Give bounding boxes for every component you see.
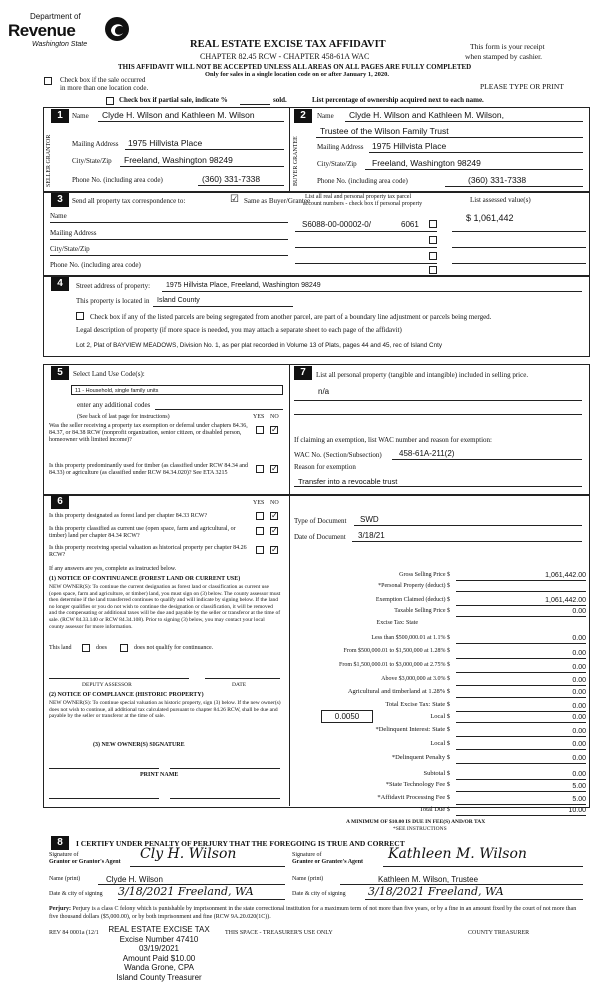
tier2-value[interactable]: 0.00 <box>572 650 586 657</box>
personal-line-1 <box>294 400 582 401</box>
section-5-number: 5 <box>51 366 69 380</box>
stamp-line1: REAL ESTATE EXCISE TAX <box>108 925 210 934</box>
tier1-line <box>456 643 586 644</box>
personal-property-checkbox-3[interactable] <box>429 252 437 260</box>
delinq-penalty-label: *Delinquent Penalty $ <box>391 754 450 761</box>
buyer-phone-line <box>445 186 583 187</box>
dept-line3: Washington State <box>32 41 88 48</box>
personal-line-2 <box>294 414 582 415</box>
buyer-city-line <box>365 169 583 170</box>
ownership-note: List percentage of ownership acquired next to each name. <box>312 96 484 104</box>
tier1-label: Less than $500,000.01 at 1.1% $ <box>371 635 450 641</box>
parcel-number[interactable]: S6088-00-00002-0/ <box>302 220 371 229</box>
tier1-value[interactable]: 0.00 <box>572 635 586 642</box>
personal-property-checkbox-2[interactable] <box>429 236 437 244</box>
segregated-label: Check box if any of the listed parcels are being segregated from another parcel, are part of a boundary line adjustment or parcels being merged. <box>90 313 492 321</box>
no-header-6: NO <box>270 500 279 506</box>
gross-value[interactable]: 1,061,442.00 <box>545 572 586 579</box>
wac-line <box>392 459 582 460</box>
parcel-header1: List all real and personal property tax parcel <box>305 194 412 200</box>
seller-name-label: Name <box>72 112 89 120</box>
tier3-line <box>456 672 586 673</box>
yes-header-5: YES <box>253 414 265 420</box>
send-correspondence-label: Send all property tax correspondence to: <box>72 197 186 205</box>
grantee-sig-label1: Signature of <box>292 852 322 858</box>
tier3-value[interactable]: 0.00 <box>572 664 586 671</box>
partial-sale-percent-field[interactable] <box>240 104 270 105</box>
agri-label: Agricultural and timberland at 1.28% $ <box>347 688 450 695</box>
seller-name-line <box>98 121 284 122</box>
seller-phone-line <box>198 185 284 186</box>
stamp-line2: Excise Number 47410 <box>119 934 199 944</box>
delinq-local-line <box>456 749 586 750</box>
new-owner-sig-label: (3) NEW OWNER(S) SIGNATURE <box>93 742 185 748</box>
corr-mailing-label: Mailing Address <box>50 229 97 237</box>
grantor-sig-line <box>130 866 285 867</box>
corr-city-label: City/State/Zip <box>50 245 90 253</box>
multi-location-checkbox[interactable] <box>44 77 52 85</box>
affidavit-fee-label: *Affidavit Processing Fee $ <box>377 794 450 801</box>
see-instructions-note: *SEE INSTRUCTIONS <box>393 826 447 832</box>
land-does-checkbox[interactable] <box>82 644 90 652</box>
seller-phone[interactable]: (360) 331-7338 <box>202 174 261 184</box>
dor-swirl-icon <box>104 16 130 42</box>
new-owner-sig-line-2[interactable] <box>170 768 280 769</box>
sec57-mid-divider <box>289 364 290 494</box>
receipt-note2: when stamped by cashier. <box>465 52 543 61</box>
certify-statement: I CERTIFY UNDER PENALTY OF PERJURY THAT THE FOREGOING IS TRUE AND CORRECT <box>76 839 405 848</box>
grantee-sig-line <box>383 866 583 867</box>
treasurer-space-label: THIS SPACE - TREASURER'S USE ONLY <box>225 930 333 936</box>
sec6-question-3: Is this property receiving special valuation as historical property per chapter 84.26 RCW? <box>49 545 247 558</box>
section-7-number: 7 <box>294 366 312 380</box>
sec12-mid-divider <box>289 107 290 191</box>
perjury-text: Perjury is a class C felony which is punishable by imprisonment in the state correctional institution for a maximum term of not more than five years, or by a fine in an amount fixed by the court of not more than five thousand dollars ($5,000.00), or by both imprisonment and fine (RCW 9A.20.020(1C)). <box>49 906 577 920</box>
personal-property-label: List all personal property (tangible and intangible) included in selling price. <box>316 371 529 379</box>
tier3-label: From $1,500,000.01 to $3,000,000 at 2.75% $ <box>339 662 450 668</box>
seller-city-line <box>120 166 284 167</box>
grantor-date-line <box>118 899 285 900</box>
parcel-line-1 <box>295 231 437 232</box>
section-4-number: 4 <box>51 277 69 291</box>
seller-mailing-line <box>125 149 284 150</box>
delinq-state-value[interactable]: 0.00 <box>572 728 586 735</box>
located-label: This property is located in <box>76 297 150 305</box>
street-line <box>162 291 582 292</box>
buyer-mailing[interactable]: 1975 Hillvista Place <box>372 141 447 151</box>
section-2-number: 2 <box>294 109 312 123</box>
local-rate-box[interactable]: 0.0050 <box>321 710 373 723</box>
no-header-5: NO <box>270 414 279 420</box>
grantee-sig-label2: Grantee or Grantee's Agent <box>292 859 364 865</box>
sec5-q1-no[interactable]: ✓ <box>271 425 278 434</box>
doc-date-line <box>352 541 582 542</box>
seller-mailing[interactable]: 1975 Hillvista Place <box>128 138 203 148</box>
yes-header-6: YES <box>253 500 265 506</box>
sec6-q1-no[interactable]: ✓ <box>271 511 278 520</box>
legal-value[interactable]: Lot 2, Plat of BAYVIEW MEADOWS, Division No. 1, as per plat recorded in Volume 13 of Plats, pages 44 and 45, rec of Island Cnty <box>76 342 442 349</box>
partial-sale-checkbox[interactable] <box>106 97 114 105</box>
sec6-q2-no[interactable]: ✓ <box>271 526 278 535</box>
form-title: REAL ESTATE EXCISE TAX AFFIDAVIT <box>190 39 386 50</box>
subtotal-label: Subtotal $ <box>423 770 450 777</box>
minimum-note: A MINIMUM OF $10.00 IS DUE IN FEE(S) AND/OR TAX <box>346 819 486 825</box>
grantor-signature[interactable]: Cly H. Wilson <box>140 846 237 862</box>
deputy-assessor-label: DEPUTY ASSESSOR <box>82 682 132 688</box>
notice1-title: (1) NOTICE OF CONTINUANCE (FOREST LAND OR CURRENT USE) <box>49 576 241 582</box>
corr-city-field[interactable] <box>50 255 288 256</box>
section-1-number: 1 <box>51 109 69 123</box>
doc-date-label: Date of Document <box>294 533 346 541</box>
wac-value[interactable]: 458-61A-211(2) <box>399 449 455 458</box>
notice1-body: NEW OWNER(S): To continue the current designation as forest land or classification as current use (open space, farm and agriculture, or timber) land, you must sign on (3) below. The county assessor must then determine if the land transferred continues to qualify and will indicate by signing below. If the land no longer qualifies or you do not wish to continue the designation or classification, it will be removed and the compensating or additional taxes will be due and payable by the seller or transferor at the time of sale. (RCW 84.33.140 or RCW 84.34.108). Prior to signing (3) below, you may contact your local county assessor for more information. <box>49 584 281 630</box>
perjury-label: Perjury: <box>49 906 71 912</box>
does-not-label: does not qualify for continuance. <box>134 645 214 651</box>
buyer-name2-line <box>316 137 583 138</box>
county-treasurer-label: COUNTY TREASURER <box>468 930 530 936</box>
grantor-sig-label2: Grantor or Grantor's Agent <box>49 859 121 865</box>
assessor-date-label: DATE <box>232 682 247 688</box>
grantor-date-city[interactable]: 3/18/2021 Freeland, WA <box>118 885 254 898</box>
street-value[interactable]: 1975 Hillvista Place, Freeland, Washington 98249 <box>166 282 321 289</box>
please-type: PLEASE TYPE OR PRINT <box>480 82 564 91</box>
exemption-deduct-value[interactable]: 1,061,442.00 <box>545 597 586 604</box>
buyer-mailing-line <box>369 152 583 153</box>
exemption-label: If claiming an exemption, list WAC number and reason for exemption: <box>294 436 492 444</box>
notice2-body: NEW OWNER(S): To continue special valuation as historic property, sign (3) below. If the new owner(s) does not wish to continue, all additional tax calculated pursuant to chapter 84.26 RCW, shall be due and payable by the seller or transferor at the time of sale. <box>49 700 281 720</box>
taxable-label: Taxable Selling Price $ <box>394 608 450 614</box>
reason-label: Reason for exemption <box>294 463 356 471</box>
multi-location-label2: in more than one location code. <box>60 84 149 92</box>
gross-label: Gross Selling Price $ <box>399 572 450 578</box>
grantee-name[interactable]: Kathleen M. Wilson, Trustee <box>378 875 479 884</box>
treasurer-stamp <box>104 925 214 982</box>
dor-logo <box>8 10 138 52</box>
local-value[interactable]: 0.00 <box>572 714 586 721</box>
sec5-question-2: Is this property predominantly used for timber (as classified under RCW 84.34 and 84.33) or agriculture (as classified under RCW 84.34.020)? See ETA 3215 <box>49 463 249 476</box>
delinq-state-label: *Delinquent Interest: State $ <box>375 726 450 733</box>
seller-name[interactable]: Clyde H. Wilson and Kathleen M. Wilson <box>102 110 255 120</box>
doc-date-value[interactable]: 3/18/21 <box>358 531 385 540</box>
receipt-note1: This form is your receipt <box>470 42 545 51</box>
taxable-line <box>456 616 586 617</box>
seller-city[interactable]: Freeland, Washington 98249 <box>124 155 233 165</box>
buyer-name2[interactable]: Trustee of the Wilson Family Trust <box>320 126 449 136</box>
legal-label: Legal description of property (if more space is needed, you may attach a separate sheet to each page of the affidavit) <box>76 326 402 334</box>
assessor-date-line[interactable] <box>205 678 280 679</box>
seller-phone-label: Phone No. (including area code) <box>72 176 163 184</box>
assessed-value[interactable]: $ 1,061,442 <box>466 213 514 223</box>
total-due-line <box>456 815 586 816</box>
new-owner-sig-line-1[interactable] <box>49 768 159 769</box>
total-state-value[interactable]: 0.00 <box>572 703 586 710</box>
partial-sale-label: Check box if partial sale, indicate % <box>119 96 228 104</box>
additional-codes-field[interactable] <box>155 409 283 410</box>
buyer-city[interactable]: Freeland, Washington 98249 <box>372 158 481 168</box>
sec5-q2-yes[interactable] <box>256 465 264 473</box>
stamp-line5: Wanda Grone, CPA <box>124 963 194 972</box>
tech-fee-label: *State Technology Fee $ <box>385 781 450 788</box>
affidavit-fee-line <box>456 804 586 805</box>
grantee-signature[interactable]: Kathleen M. Wilson <box>388 846 527 862</box>
print-name-line-1[interactable] <box>49 798 159 799</box>
form-number: REV 84 0001a (12/1 <box>49 930 99 936</box>
seller-mailing-label: Mailing Address <box>72 140 119 148</box>
assessed-line-3 <box>452 263 586 264</box>
street-label: Street address of property: <box>76 282 151 290</box>
agri-value[interactable]: 0.00 <box>572 689 586 696</box>
assessed-header: List assessed value(s) <box>470 196 531 204</box>
tier2-line <box>456 658 586 659</box>
tech-fee-value[interactable]: 5.00 <box>572 783 586 790</box>
delinq-local-value[interactable]: 0.00 <box>572 741 586 748</box>
exemption-deduct-line <box>456 605 586 606</box>
stamp-line6: Island County Treasurer <box>116 972 202 982</box>
subtotal-line <box>456 779 586 780</box>
perjury-notice <box>49 906 585 921</box>
tier4-value[interactable]: 0.00 <box>572 677 586 684</box>
delinq-penalty-line <box>456 763 586 764</box>
personal-deduct-line <box>456 591 586 592</box>
sec5-q1-yes[interactable] <box>256 426 264 434</box>
sec6-q1-yes[interactable] <box>256 512 264 520</box>
affidavit-fee-value[interactable]: 5.00 <box>572 796 586 803</box>
assessed-line-2 <box>452 247 586 248</box>
additional-codes-label: enter any additional codes <box>77 401 151 409</box>
sec6-question-2: Is this property classified as current use (open space, farm and agricultural, or timber) land per chapter 84.34 RCW? <box>49 526 236 539</box>
buyer-name-line <box>345 121 583 122</box>
personal-property-checkbox-4[interactable] <box>429 266 437 274</box>
reason-line <box>294 486 582 487</box>
tier2-label: From $500,000.01 to $1,500,000 at 1.28% $ <box>343 648 450 654</box>
section-6-number: 6 <box>51 495 69 509</box>
doc-type-value[interactable]: SWD <box>360 515 379 524</box>
deputy-assessor-sig-line[interactable] <box>49 678 189 679</box>
stamp-line4: Amount Paid $10.00 <box>122 953 196 963</box>
sec6-q3-no[interactable]: ✓ <box>271 545 278 554</box>
grantee-date-line <box>365 899 583 900</box>
form-warning: THIS AFFIDAVIT WILL NOT BE ACCEPTED UNLESS ALL AREAS ON ALL PAGES ARE FULLY COMPLETED <box>118 63 472 71</box>
sec5-question-1: Was the seller receiving a property tax exemption or deferral under chapters 84.36, 84.37, or 84.38 RCW (nonprofit organization, senior citizen, or disabled person, homeowner with limited income)? <box>49 423 248 443</box>
wac-label: WAC No. (Section/Subsection) <box>294 451 382 459</box>
sec5-q2-no[interactable]: ✓ <box>271 464 278 473</box>
print-name-label: PRINT NAME <box>140 772 179 778</box>
corr-name-label: Name <box>50 212 67 220</box>
section-8-number: 8 <box>51 836 69 850</box>
seller-side-label: SELLER GRANTOR <box>46 134 52 188</box>
delinq-state-line <box>456 736 586 737</box>
personal-deduct-label: *Personal Property (deduct) $ <box>378 583 450 589</box>
grantor-name-label: Name (print) <box>49 876 81 882</box>
total-state-line <box>456 711 586 712</box>
agri-line <box>456 697 586 698</box>
print-name-line-2[interactable] <box>170 798 280 799</box>
sec6-q2-yes[interactable] <box>256 527 264 535</box>
see-back-label: (See back of last page for instructions) <box>77 414 170 420</box>
form-subtitle: CHAPTER 82.45 RCW - CHAPTER 458-61A WAC <box>200 52 370 61</box>
form-sublocation: Only for sales in a single location code on or after January 1, 2020. <box>205 71 389 78</box>
reason-value[interactable]: Transfer into a revocable trust <box>298 477 398 486</box>
sec6-question-1: Is this property designated as forest land per chapter 84.33 RCW? <box>49 513 208 519</box>
corr-phone-label: Phone No. (including area code) <box>50 261 141 269</box>
does-label: does <box>96 645 107 651</box>
land-use-label: Select Land Use Code(s): <box>73 370 145 378</box>
land-does-not-checkbox[interactable] <box>120 644 128 652</box>
excise-state-label: Excise Tax: State <box>376 620 418 626</box>
buyer-city-label: City/State/Zip <box>317 160 357 168</box>
sec6-q3-yes[interactable] <box>256 546 264 554</box>
exemption-deduct-label: Exemption Claimed (deduct) $ <box>375 597 450 603</box>
tech-fee-line <box>456 791 586 792</box>
parcel-line-3 <box>295 263 437 264</box>
land-use-select[interactable]: 11 - Household, single family units <box>71 385 283 395</box>
taxable-value[interactable]: 0.00 <box>572 608 586 615</box>
grantor-sig-label1: Signature of <box>49 852 79 858</box>
dept-line1: Department of <box>30 12 81 21</box>
section-3-number: 3 <box>51 193 69 207</box>
assessed-line-1 <box>452 231 586 232</box>
seller-city-label: City/State/Zip <box>72 157 112 165</box>
total-due-label: Total Due $ <box>419 806 450 813</box>
parcel-suffix[interactable]: 6061 <box>401 220 419 229</box>
buyer-phone-label: Phone No. (including area code) <box>317 177 408 185</box>
grantor-name[interactable]: Clyde H. Wilson <box>106 875 163 884</box>
same-as-checkbox[interactable]: ☑ <box>230 194 239 205</box>
subtotal-value[interactable]: 0.00 <box>572 771 586 778</box>
gross-line <box>456 580 586 581</box>
county-value[interactable]: Island County <box>157 297 200 304</box>
grantee-name-label: Name (print) <box>292 876 324 882</box>
county-line <box>153 306 293 307</box>
buyer-name-label: Name <box>317 112 334 120</box>
buyer-phone[interactable]: (360) 331-7338 <box>468 175 527 185</box>
notice2-title: (2) NOTICE OF COMPLIANCE (HISTORIC PROPERTY) <box>49 692 204 698</box>
tier4-label: Above $3,000,000 at 3.0% $ <box>381 676 450 682</box>
parcel-line-2 <box>295 247 437 248</box>
local-line <box>456 722 586 723</box>
doc-type-label: Type of Document <box>294 517 347 525</box>
this-land-label: This land <box>49 645 72 651</box>
total-due-value[interactable]: 10.00 <box>568 807 586 814</box>
delinq-penalty-value[interactable]: 0.00 <box>572 755 586 762</box>
any-yes-note: If any answers are yes, complete as instructed below. <box>49 566 177 572</box>
dept-line2: Revenue <box>8 21 76 40</box>
tier4-line <box>456 685 586 686</box>
doc-type-line <box>354 525 582 526</box>
same-as-label: Same as Buyer/Grantee <box>244 197 311 205</box>
grantee-date-label: Date & city of signing <box>292 891 346 897</box>
personal-property-checkbox-1[interactable] <box>429 220 437 228</box>
sold-label: sold. <box>273 96 287 104</box>
buyer-side-label: BUYER GRANTEE <box>293 136 299 186</box>
personal-property-value[interactable]: n/a <box>318 387 330 396</box>
corr-mailing-field[interactable] <box>50 239 288 240</box>
stamp-line3: 03/19/2021 <box>138 944 180 953</box>
local-label: Local $ <box>430 713 450 720</box>
total-state-label: Total Excise Tax: State $ <box>385 701 450 708</box>
multi-location-label1: Check box if the sale occurred <box>60 76 146 84</box>
delinq-local-label: Local $ <box>430 740 450 747</box>
grantee-date-city[interactable]: 3/18/2021 Freeland, WA <box>368 885 504 898</box>
buyer-name[interactable]: Clyde H. Wilson and Kathleen M. Wilson, <box>349 110 504 120</box>
buyer-mailing-label: Mailing Address <box>317 143 364 151</box>
parcel-header2: account numbers - check box if personal property <box>303 201 423 207</box>
grantor-date-label: Date & city of signing <box>49 891 103 897</box>
segregated-checkbox[interactable] <box>76 312 84 320</box>
corr-name-field[interactable] <box>50 222 288 223</box>
